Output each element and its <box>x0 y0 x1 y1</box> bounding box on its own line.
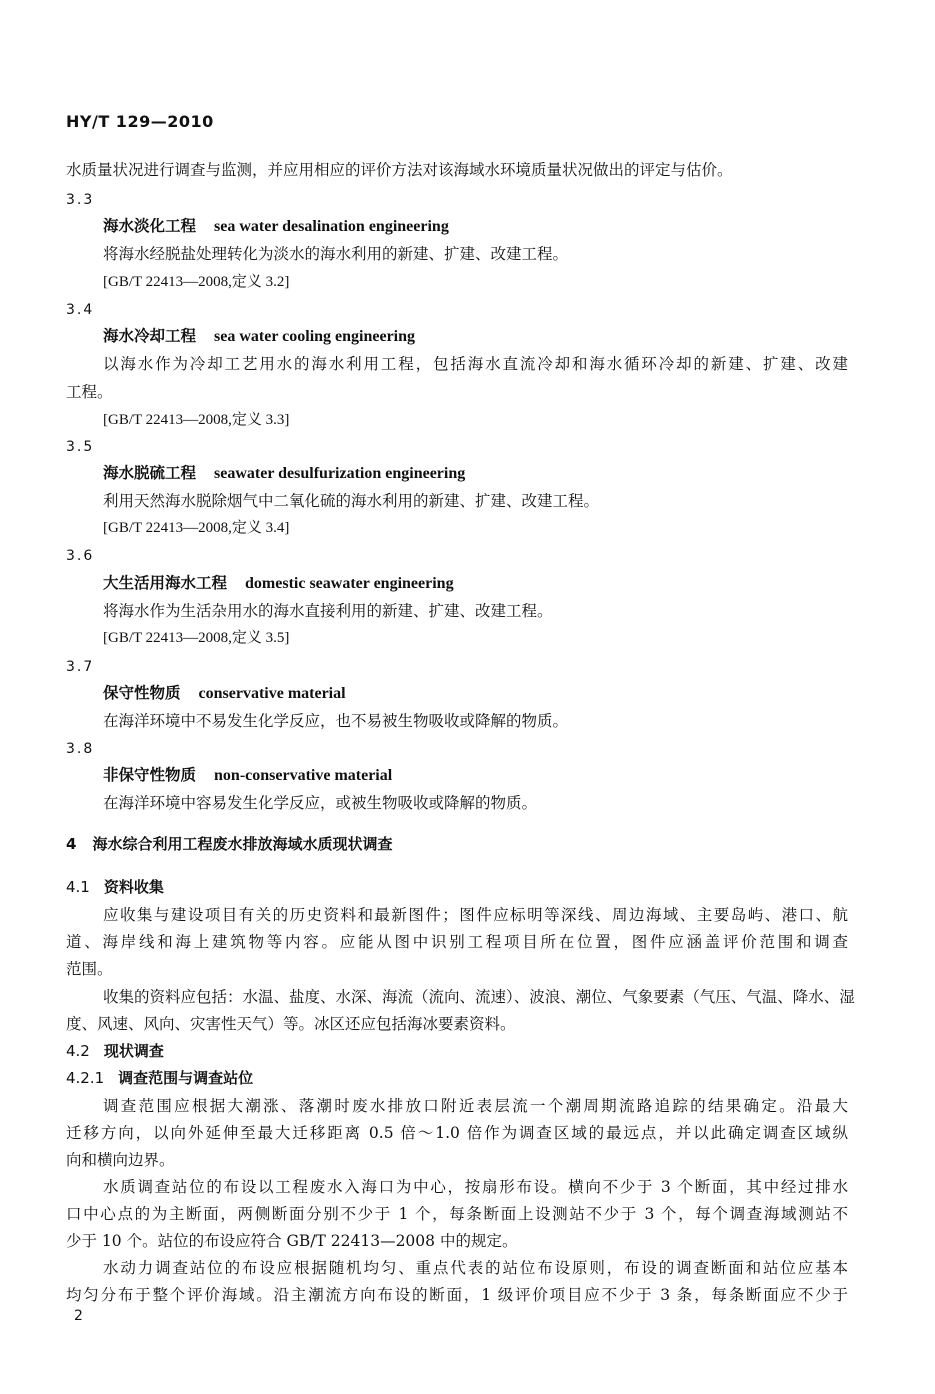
term-title <box>103 683 346 704</box>
term-zh: 非保守性物质 <box>103 765 197 784</box>
term-en: seawater desulfurization engineering <box>214 465 466 482</box>
term-en: sea water desalination engineering <box>214 218 449 235</box>
term-zh: 大生活用海水工程 <box>103 573 228 592</box>
paragraph-line: 道、海岸线和海上建筑物等内容。应能从图中识别工程项目所在位置，图件应涵盖评价范围和调查 <box>66 933 848 951</box>
term-en: domestic seawater engineering <box>245 575 454 592</box>
subsection-heading <box>66 1041 164 1061</box>
paragraph-line: 迁移方向，以向外延伸至最大迁移距离 0.5 倍～1.0 倍作为调查区域的最远点，并以此确定调查区域纵 <box>66 1124 848 1142</box>
term-definition: 以海水作为冷却工艺用水的海水利用工程，包括海水直流冷却和海水循环冷却的新建、扩建、改建 <box>103 355 848 373</box>
subsection-heading <box>66 877 164 897</box>
term-en: sea water cooling engineering <box>214 328 416 345</box>
term-zh: 保守性物质 <box>103 683 181 702</box>
paragraph-line: 范围。 <box>66 960 113 978</box>
term-title <box>103 216 449 237</box>
term-reference: [GB/T 22413—2008,定义 3.2] <box>103 274 290 290</box>
term-number: 3.6 <box>66 548 95 564</box>
term-number: 3.5 <box>66 439 95 455</box>
paragraph-line: 调查范围应根据大潮涨、落潮时废水排放口附近表层流一个潮周期流路追踪的结果确定。沿最大 <box>103 1097 848 1115</box>
paragraph-line: 水质调查站位的布设以工程废水入海口为中心，按扇形布设。横向不少于 3 个断面，其中经过排水 <box>103 1178 849 1196</box>
term-definition: 利用天然海水脱除烟气中二氧化硫的海水利用的新建、扩建、改建工程。 <box>103 492 600 510</box>
paragraph-line: 向和横向边界。 <box>66 1151 175 1169</box>
subsection-number: 4.1 <box>66 878 90 896</box>
term-number: 3.4 <box>66 302 95 318</box>
paragraph-line: 少于 10 个。站位的布设应符合 GB/T 22413—2008 中的规定。 <box>66 1232 518 1250</box>
term-definition: 在海洋环境中容易发生化学反应，或被生物吸收或降解的物质。 <box>103 794 538 812</box>
term-zh: 海水淡化工程 <box>103 216 197 235</box>
term-zh: 海水冷却工程 <box>103 326 197 345</box>
subsubsection-heading <box>66 1068 253 1088</box>
subsubsection-title: 调查范围与调查站位 <box>118 1069 254 1087</box>
section-number: 4 <box>66 835 77 853</box>
term-number: 3.8 <box>66 741 95 757</box>
section-heading <box>66 834 392 854</box>
paragraph-line: 度、风速、风向、灾害性天气）等。冰区还应包括海冰要素资料。 <box>66 1015 516 1033</box>
term-title <box>103 463 465 484</box>
page-number: 2 <box>74 1308 83 1324</box>
subsection-number: 4.2 <box>66 1042 90 1060</box>
term-definition-cont: 工程。 <box>66 383 113 401</box>
term-en: conservative material <box>198 685 346 702</box>
paragraph-line: 水动力调查站位的布设应根据随机均匀、重点代表的站位布设原则，布设的调查断面和站位应基本 <box>103 1259 848 1277</box>
paragraph-line: 应收集与建设项目有关的历史资料和最新图件；图件应标明等深线、周边海域、主要岛屿、港口、航 <box>103 906 848 924</box>
term-en: non-conservative material <box>214 767 393 784</box>
paragraph-line: 均匀分布于整个评价海域。沿主潮流方向布设的断面，1 级评价项目应不少于 3 条，每条断面应不少于 <box>66 1286 848 1304</box>
term-title <box>103 326 415 347</box>
term-definition: 将海水经脱盐处理转化为淡水的海水利用的新建、扩建、改建工程。 <box>103 245 569 263</box>
term-number: 3.3 <box>66 192 95 208</box>
term-zh: 海水脱硫工程 <box>103 463 197 482</box>
subsection-title: 现状调查 <box>103 1042 164 1060</box>
term-title <box>103 765 392 786</box>
term-title <box>103 573 454 594</box>
term-reference: [GB/T 22413—2008,定义 3.5] <box>103 630 290 646</box>
subsubsection-number: 4.2.1 <box>66 1069 105 1087</box>
term-number: 3.7 <box>66 659 95 675</box>
subsection-title: 资料收集 <box>103 878 164 896</box>
intro-line: 水质量状况进行调查与监测，并应用相应的评价方法对该海域水环境质量状况做出的评定与估价。 <box>66 161 733 179</box>
term-reference: [GB/T 22413—2008,定义 3.3] <box>103 412 290 428</box>
section-title: 海水综合利用工程废水排放海域水质现状调查 <box>92 835 393 853</box>
term-definition: 将海水作为生活杂用水的海水直接利用的新建、扩建、改建工程。 <box>103 602 553 620</box>
term-reference: [GB/T 22413—2008,定义 3.4] <box>103 520 290 536</box>
paragraph-line: 收集的资料应包括：水温、盐度、水深、海流（流向、流速）、波浪、潮位、气象要素（气压、气温、降水、湿 <box>103 988 855 1006</box>
term-definition: 在海洋环境中不易发生化学反应，也不易被生物吸收或降解的物质。 <box>103 712 569 730</box>
standard-code-header: HY/T 129—2010 <box>66 112 214 131</box>
paragraph-line: 口中心点的为主断面，两侧断面分别不少于 1 个，每条断面上设测站不少于 3 个，每个调查海域测站不 <box>66 1205 848 1223</box>
